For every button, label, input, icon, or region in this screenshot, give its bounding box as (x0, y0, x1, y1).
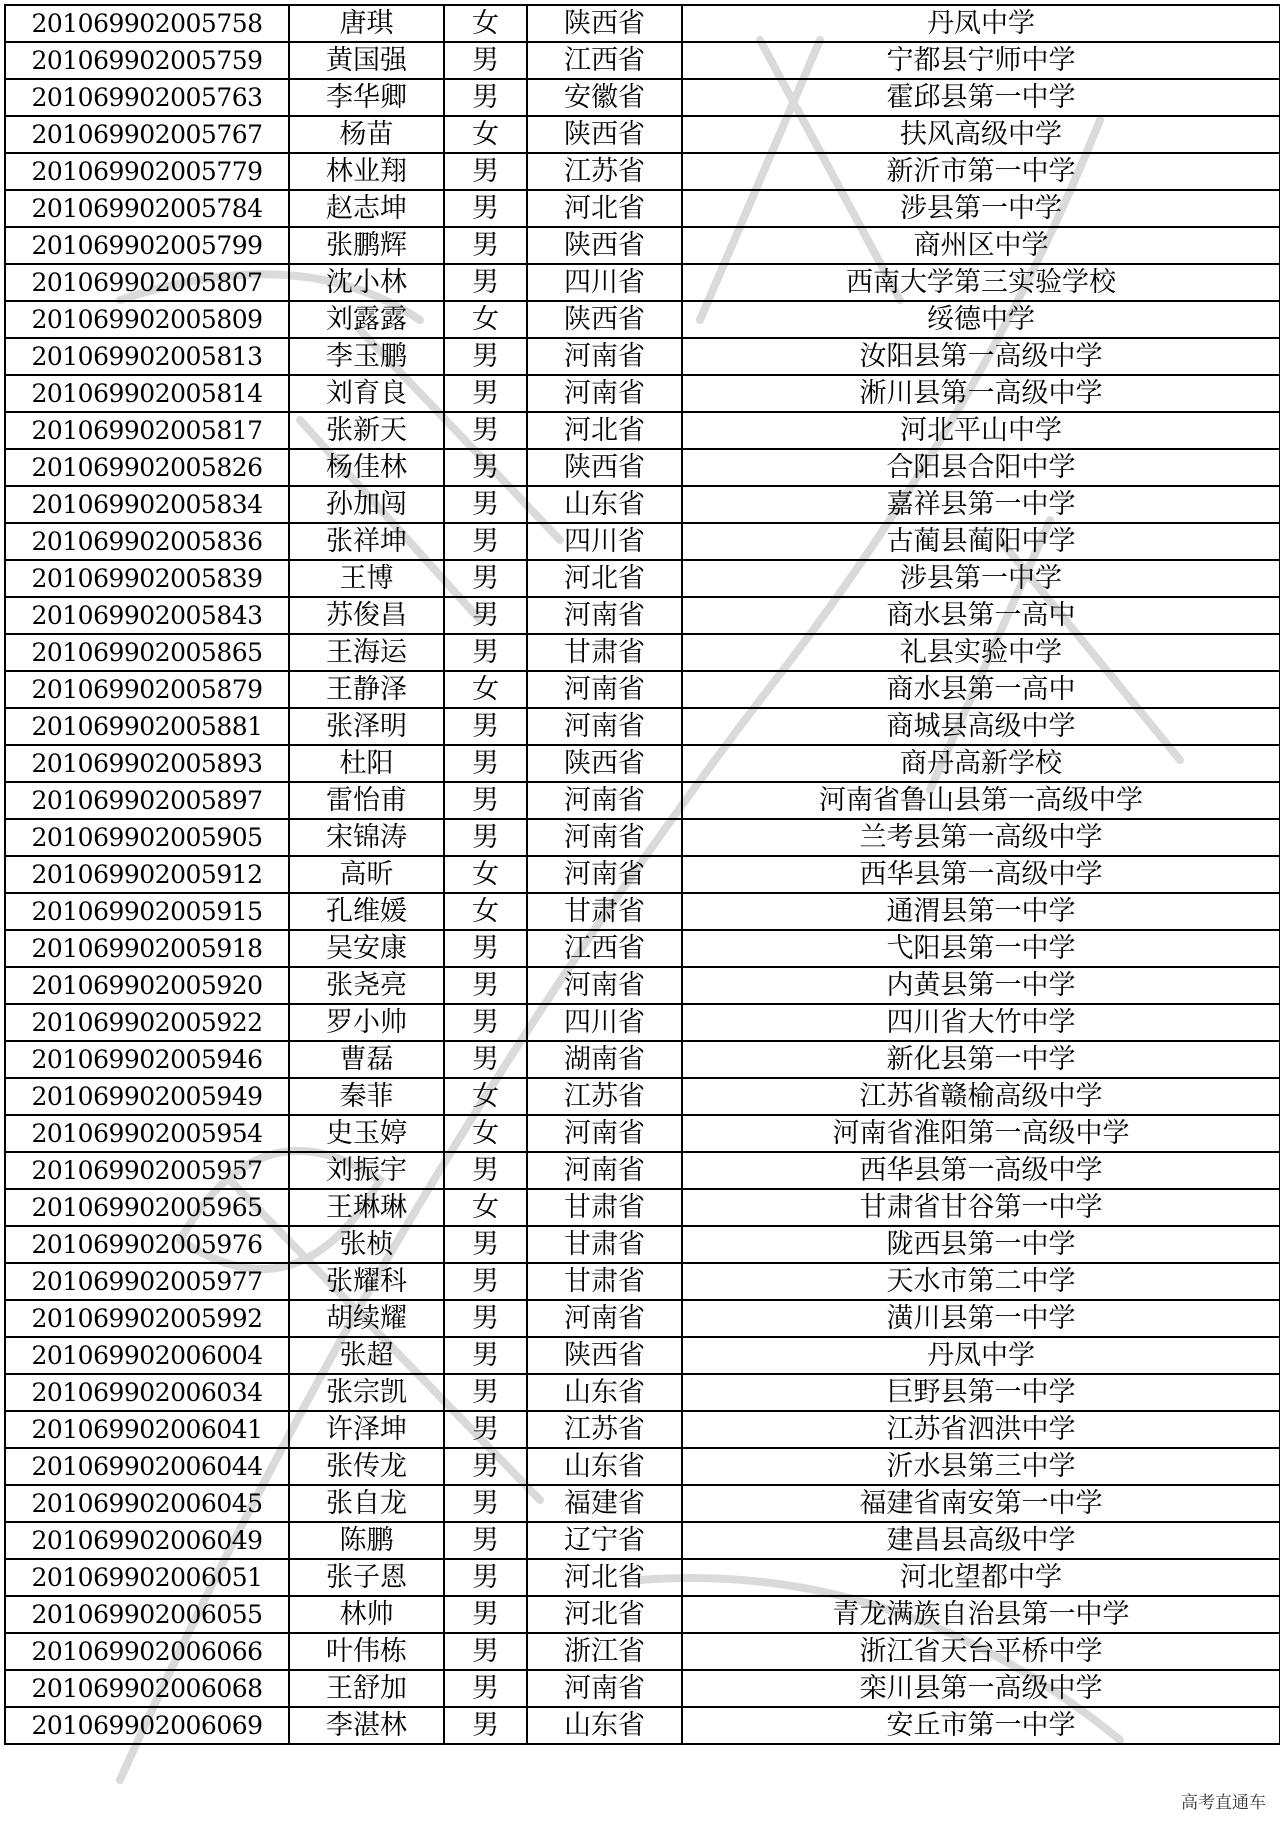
student-roster-table (4, 4, 1280, 1745)
table-row (5, 671, 1280, 708)
cell-exam-id: 201069902005763 (5, 79, 289, 116)
cell-name: 陈鹏 (289, 1522, 444, 1559)
roster-body (5, 5, 1280, 1744)
table-row (5, 5, 1280, 42)
cell-school: 新沂市第一中学 (682, 153, 1280, 190)
cell-gender: 男 (444, 1670, 527, 1707)
table-row (5, 1374, 1280, 1411)
cell-school: 合阳县合阳中学 (682, 449, 1280, 486)
cell-name: 孙加闯 (289, 486, 444, 523)
cell-exam-id: 201069902005949 (5, 1078, 289, 1115)
cell-province: 陕西省 (527, 1337, 682, 1374)
cell-name: 王博 (289, 560, 444, 597)
cell-school: 江苏省泗洪中学 (682, 1411, 1280, 1448)
cell-name: 刘育良 (289, 375, 444, 412)
cell-province: 甘肃省 (527, 893, 682, 930)
table-row (5, 1115, 1280, 1152)
cell-school: 天水市第二中学 (682, 1263, 1280, 1300)
cell-gender: 女 (444, 5, 527, 42)
table-row (5, 486, 1280, 523)
cell-gender: 女 (444, 856, 527, 893)
table-row (5, 1670, 1280, 1707)
table-row (5, 338, 1280, 375)
table-row (5, 708, 1280, 745)
cell-province: 湖南省 (527, 1041, 682, 1078)
cell-exam-id: 201069902006041 (5, 1411, 289, 1448)
cell-school: 商州区中学 (682, 227, 1280, 264)
cell-exam-id: 201069902006066 (5, 1633, 289, 1670)
table-row (5, 560, 1280, 597)
cell-exam-id: 201069902005977 (5, 1263, 289, 1300)
cell-name: 李玉鹏 (289, 338, 444, 375)
cell-exam-id: 201069902006034 (5, 1374, 289, 1411)
cell-school: 兰考县第一高级中学 (682, 819, 1280, 856)
cell-name: 吴安康 (289, 930, 444, 967)
cell-gender: 男 (444, 412, 527, 449)
cell-province: 江西省 (527, 930, 682, 967)
table-row (5, 227, 1280, 264)
cell-school: 西华县第一高级中学 (682, 1152, 1280, 1189)
cell-school: 沂水县第三中学 (682, 1448, 1280, 1485)
table-row (5, 523, 1280, 560)
cell-province: 河南省 (527, 375, 682, 412)
cell-school: 甘肃省甘谷第一中学 (682, 1189, 1280, 1226)
cell-exam-id: 201069902005784 (5, 190, 289, 227)
cell-province: 河北省 (527, 560, 682, 597)
cell-province: 山东省 (527, 1448, 682, 1485)
cell-gender: 男 (444, 42, 527, 79)
cell-school: 潢川县第一中学 (682, 1300, 1280, 1337)
cell-province: 河南省 (527, 1115, 682, 1152)
table-row (5, 264, 1280, 301)
cell-gender: 男 (444, 1226, 527, 1263)
table-row (5, 1633, 1280, 1670)
cell-exam-id: 201069902005809 (5, 301, 289, 338)
cell-gender: 男 (444, 523, 527, 560)
cell-school: 巨野县第一中学 (682, 1374, 1280, 1411)
cell-name: 张超 (289, 1337, 444, 1374)
cell-province: 河北省 (527, 1559, 682, 1596)
cell-school: 扶风高级中学 (682, 116, 1280, 153)
cell-name: 王静泽 (289, 671, 444, 708)
cell-province: 甘肃省 (527, 1226, 682, 1263)
cell-exam-id: 201069902005905 (5, 819, 289, 856)
cell-school: 汝阳县第一高级中学 (682, 338, 1280, 375)
cell-province: 河南省 (527, 597, 682, 634)
table-row (5, 301, 1280, 338)
cell-school: 通渭县第一中学 (682, 893, 1280, 930)
cell-name: 杜阳 (289, 745, 444, 782)
table-row (5, 1004, 1280, 1041)
cell-exam-id: 201069902005976 (5, 1226, 289, 1263)
cell-school: 新化县第一中学 (682, 1041, 1280, 1078)
table-row (5, 893, 1280, 930)
cell-school: 涉县第一中学 (682, 560, 1280, 597)
table-row (5, 153, 1280, 190)
cell-province: 陕西省 (527, 5, 682, 42)
cell-gender: 男 (444, 597, 527, 634)
cell-province: 江西省 (527, 42, 682, 79)
cell-province: 甘肃省 (527, 1189, 682, 1226)
cell-province: 河南省 (527, 819, 682, 856)
cell-province: 江苏省 (527, 1411, 682, 1448)
cell-school: 商丹高新学校 (682, 745, 1280, 782)
cell-name: 黄国强 (289, 42, 444, 79)
cell-exam-id: 201069902006044 (5, 1448, 289, 1485)
cell-school: 古蔺县蔺阳中学 (682, 523, 1280, 560)
cell-school: 嘉祥县第一中学 (682, 486, 1280, 523)
cell-gender: 男 (444, 227, 527, 264)
cell-province: 甘肃省 (527, 1263, 682, 1300)
table-row (5, 745, 1280, 782)
cell-school: 礼县实验中学 (682, 634, 1280, 671)
table-row (5, 1596, 1280, 1633)
cell-exam-id: 201069902005922 (5, 1004, 289, 1041)
cell-name: 孔维媛 (289, 893, 444, 930)
cell-exam-id: 201069902005817 (5, 412, 289, 449)
cell-exam-id: 201069902005992 (5, 1300, 289, 1337)
cell-gender: 男 (444, 153, 527, 190)
cell-name: 王琳琳 (289, 1189, 444, 1226)
cell-gender: 男 (444, 1263, 527, 1300)
cell-name: 刘振宇 (289, 1152, 444, 1189)
cell-gender: 男 (444, 1633, 527, 1670)
table-row (5, 819, 1280, 856)
cell-exam-id: 201069902005779 (5, 153, 289, 190)
cell-name: 张子恩 (289, 1559, 444, 1596)
cell-school: 安丘市第一中学 (682, 1707, 1280, 1744)
table-row (5, 116, 1280, 153)
cell-school: 福建省南安第一中学 (682, 1485, 1280, 1522)
cell-name: 张新天 (289, 412, 444, 449)
cell-name: 林帅 (289, 1596, 444, 1633)
cell-exam-id: 201069902005865 (5, 634, 289, 671)
cell-exam-id: 201069902006004 (5, 1337, 289, 1374)
cell-province: 河北省 (527, 190, 682, 227)
cell-name: 林业翔 (289, 153, 444, 190)
cell-school: 河南省鲁山县第一高级中学 (682, 782, 1280, 819)
cell-school: 西南大学第三实验学校 (682, 264, 1280, 301)
table-row (5, 190, 1280, 227)
cell-gender: 女 (444, 671, 527, 708)
table-row (5, 375, 1280, 412)
cell-exam-id: 201069902005799 (5, 227, 289, 264)
table-row (5, 967, 1280, 1004)
table-row (5, 1263, 1280, 1300)
cell-name: 罗小帅 (289, 1004, 444, 1041)
table-row (5, 1300, 1280, 1337)
table-row (5, 79, 1280, 116)
cell-school: 丹凤中学 (682, 5, 1280, 42)
cell-school: 四川省大竹中学 (682, 1004, 1280, 1041)
cell-name: 张鹏辉 (289, 227, 444, 264)
cell-exam-id: 201069902006049 (5, 1522, 289, 1559)
cell-gender: 男 (444, 1485, 527, 1522)
cell-school: 青龙满族自治县第一中学 (682, 1596, 1280, 1633)
cell-school: 商水县第一高中 (682, 597, 1280, 634)
cell-province: 河南省 (527, 967, 682, 1004)
cell-name: 张传龙 (289, 1448, 444, 1485)
cell-gender: 男 (444, 1559, 527, 1596)
cell-name: 张桢 (289, 1226, 444, 1263)
cell-province: 河南省 (527, 1152, 682, 1189)
cell-exam-id: 201069902005759 (5, 42, 289, 79)
cell-gender: 男 (444, 560, 527, 597)
table-row (5, 1041, 1280, 1078)
cell-gender: 男 (444, 1374, 527, 1411)
cell-gender: 男 (444, 745, 527, 782)
cell-name: 曹磊 (289, 1041, 444, 1078)
cell-province: 陕西省 (527, 449, 682, 486)
table-row (5, 1337, 1280, 1374)
cell-name: 杨苗 (289, 116, 444, 153)
cell-school: 绥德中学 (682, 301, 1280, 338)
cell-name: 许泽坤 (289, 1411, 444, 1448)
cell-exam-id: 201069902005918 (5, 930, 289, 967)
cell-exam-id: 201069902005767 (5, 116, 289, 153)
cell-province: 山东省 (527, 486, 682, 523)
cell-name: 叶伟栋 (289, 1633, 444, 1670)
cell-gender: 男 (444, 634, 527, 671)
cell-gender: 男 (444, 1596, 527, 1633)
cell-province: 河南省 (527, 708, 682, 745)
cell-name: 张耀科 (289, 1263, 444, 1300)
cell-exam-id: 201069902005965 (5, 1189, 289, 1226)
cell-gender: 男 (444, 782, 527, 819)
cell-province: 河南省 (527, 782, 682, 819)
cell-gender: 男 (444, 1337, 527, 1374)
cell-gender: 男 (444, 1152, 527, 1189)
cell-school: 涉县第一中学 (682, 190, 1280, 227)
cell-school: 西华县第一高级中学 (682, 856, 1280, 893)
cell-gender: 女 (444, 1189, 527, 1226)
cell-province: 浙江省 (527, 1633, 682, 1670)
cell-name: 王海运 (289, 634, 444, 671)
cell-exam-id: 201069902005912 (5, 856, 289, 893)
cell-name: 高昕 (289, 856, 444, 893)
cell-exam-id: 201069902005881 (5, 708, 289, 745)
cell-gender: 男 (444, 1004, 527, 1041)
cell-exam-id: 201069902005843 (5, 597, 289, 634)
table-row (5, 1485, 1280, 1522)
cell-school: 浙江省天台平桥中学 (682, 1633, 1280, 1670)
cell-school: 丹凤中学 (682, 1337, 1280, 1374)
cell-exam-id: 201069902005814 (5, 375, 289, 412)
cell-name: 赵志坤 (289, 190, 444, 227)
table-row (5, 1559, 1280, 1596)
cell-province: 四川省 (527, 1004, 682, 1041)
table-row (5, 1189, 1280, 1226)
cell-name: 张宗凯 (289, 1374, 444, 1411)
cell-exam-id: 201069902005836 (5, 523, 289, 560)
cell-name: 唐琪 (289, 5, 444, 42)
cell-province: 陕西省 (527, 227, 682, 264)
cell-province: 河南省 (527, 1300, 682, 1337)
cell-exam-id: 201069902006069 (5, 1707, 289, 1744)
cell-gender: 男 (444, 708, 527, 745)
cell-exam-id: 201069902006045 (5, 1485, 289, 1522)
table-row (5, 1078, 1280, 1115)
cell-province: 山东省 (527, 1707, 682, 1744)
cell-province: 四川省 (527, 523, 682, 560)
cell-name: 史玉婷 (289, 1115, 444, 1152)
cell-gender: 男 (444, 190, 527, 227)
cell-school: 弋阳县第一中学 (682, 930, 1280, 967)
table-row (5, 1152, 1280, 1189)
cell-school: 栾川县第一高级中学 (682, 1670, 1280, 1707)
cell-name: 胡续耀 (289, 1300, 444, 1337)
cell-school: 内黄县第一中学 (682, 967, 1280, 1004)
cell-school: 宁都县宁师中学 (682, 42, 1280, 79)
cell-exam-id: 201069902005839 (5, 560, 289, 597)
cell-gender: 男 (444, 1411, 527, 1448)
cell-gender: 男 (444, 449, 527, 486)
cell-gender: 女 (444, 116, 527, 153)
cell-school: 商水县第一高中 (682, 671, 1280, 708)
cell-gender: 男 (444, 375, 527, 412)
cell-school: 江苏省赣榆高级中学 (682, 1078, 1280, 1115)
cell-exam-id: 201069902005826 (5, 449, 289, 486)
cell-province: 辽宁省 (527, 1522, 682, 1559)
cell-exam-id: 201069902005915 (5, 893, 289, 930)
cell-province: 山东省 (527, 1374, 682, 1411)
cell-gender: 男 (444, 1448, 527, 1485)
cell-gender: 女 (444, 893, 527, 930)
cell-gender: 男 (444, 486, 527, 523)
cell-name: 张祥坤 (289, 523, 444, 560)
cell-name: 宋锦涛 (289, 819, 444, 856)
cell-exam-id: 201069902005879 (5, 671, 289, 708)
cell-exam-id: 201069902005893 (5, 745, 289, 782)
cell-school: 河北望都中学 (682, 1559, 1280, 1596)
table-row (5, 1448, 1280, 1485)
cell-name: 杨佳林 (289, 449, 444, 486)
table-row (5, 1411, 1280, 1448)
cell-province: 四川省 (527, 264, 682, 301)
table-row (5, 782, 1280, 819)
cell-name: 张尧亮 (289, 967, 444, 1004)
table-row (5, 1522, 1280, 1559)
cell-province: 河南省 (527, 1670, 682, 1707)
cell-name: 雷怡甫 (289, 782, 444, 819)
cell-province: 河北省 (527, 412, 682, 449)
cell-exam-id: 201069902005946 (5, 1041, 289, 1078)
cell-gender: 女 (444, 1115, 527, 1152)
cell-gender: 女 (444, 301, 527, 338)
cell-province: 河南省 (527, 338, 682, 375)
cell-gender: 男 (444, 338, 527, 375)
table-row (5, 42, 1280, 79)
cell-province: 河北省 (527, 1596, 682, 1633)
cell-gender: 男 (444, 1300, 527, 1337)
cell-exam-id: 201069902005807 (5, 264, 289, 301)
cell-gender: 女 (444, 1078, 527, 1115)
cell-school: 建昌县高级中学 (682, 1522, 1280, 1559)
cell-school: 陇西县第一中学 (682, 1226, 1280, 1263)
cell-name: 刘露露 (289, 301, 444, 338)
table-row (5, 597, 1280, 634)
cell-province: 河南省 (527, 671, 682, 708)
cell-province: 江苏省 (527, 153, 682, 190)
table-row (5, 856, 1280, 893)
cell-exam-id: 201069902005920 (5, 967, 289, 1004)
cell-exam-id: 201069902005957 (5, 1152, 289, 1189)
cell-exam-id: 201069902005954 (5, 1115, 289, 1152)
cell-name: 张泽明 (289, 708, 444, 745)
cell-name: 张自龙 (289, 1485, 444, 1522)
table-row (5, 1226, 1280, 1263)
cell-province: 安徽省 (527, 79, 682, 116)
cell-name: 秦菲 (289, 1078, 444, 1115)
cell-gender: 男 (444, 1522, 527, 1559)
cell-gender: 男 (444, 819, 527, 856)
cell-gender: 男 (444, 1041, 527, 1078)
cell-province: 陕西省 (527, 745, 682, 782)
cell-name: 苏俊昌 (289, 597, 444, 634)
table-row (5, 634, 1280, 671)
cell-school: 河北平山中学 (682, 412, 1280, 449)
cell-name: 王舒加 (289, 1670, 444, 1707)
cell-school: 商城县高级中学 (682, 708, 1280, 745)
cell-exam-id: 201069902006068 (5, 1670, 289, 1707)
cell-exam-id: 201069902006051 (5, 1559, 289, 1596)
cell-province: 江苏省 (527, 1078, 682, 1115)
cell-school: 河南省淮阳第一高级中学 (682, 1115, 1280, 1152)
table-row (5, 449, 1280, 486)
cell-exam-id: 201069902005758 (5, 5, 289, 42)
cell-school: 淅川县第一高级中学 (682, 375, 1280, 412)
cell-province: 甘肃省 (527, 634, 682, 671)
cell-name: 李湛林 (289, 1707, 444, 1744)
table-row (5, 930, 1280, 967)
cell-exam-id: 201069902005834 (5, 486, 289, 523)
cell-gender: 男 (444, 930, 527, 967)
cell-name: 李华卿 (289, 79, 444, 116)
cell-gender: 男 (444, 264, 527, 301)
cell-province: 福建省 (527, 1485, 682, 1522)
cell-gender: 男 (444, 1707, 527, 1744)
cell-name: 沈小林 (289, 264, 444, 301)
cell-gender: 男 (444, 967, 527, 1004)
cell-province: 陕西省 (527, 301, 682, 338)
cell-exam-id: 201069902005897 (5, 782, 289, 819)
cell-exam-id: 201069902005813 (5, 338, 289, 375)
corner-caption: 高考直通车 (1177, 1786, 1270, 1815)
table-row (5, 412, 1280, 449)
table-row (5, 1707, 1280, 1744)
cell-province: 河南省 (527, 856, 682, 893)
cell-gender: 男 (444, 79, 527, 116)
cell-school: 霍邱县第一中学 (682, 79, 1280, 116)
cell-exam-id: 201069902006055 (5, 1596, 289, 1633)
cell-province: 陕西省 (527, 116, 682, 153)
